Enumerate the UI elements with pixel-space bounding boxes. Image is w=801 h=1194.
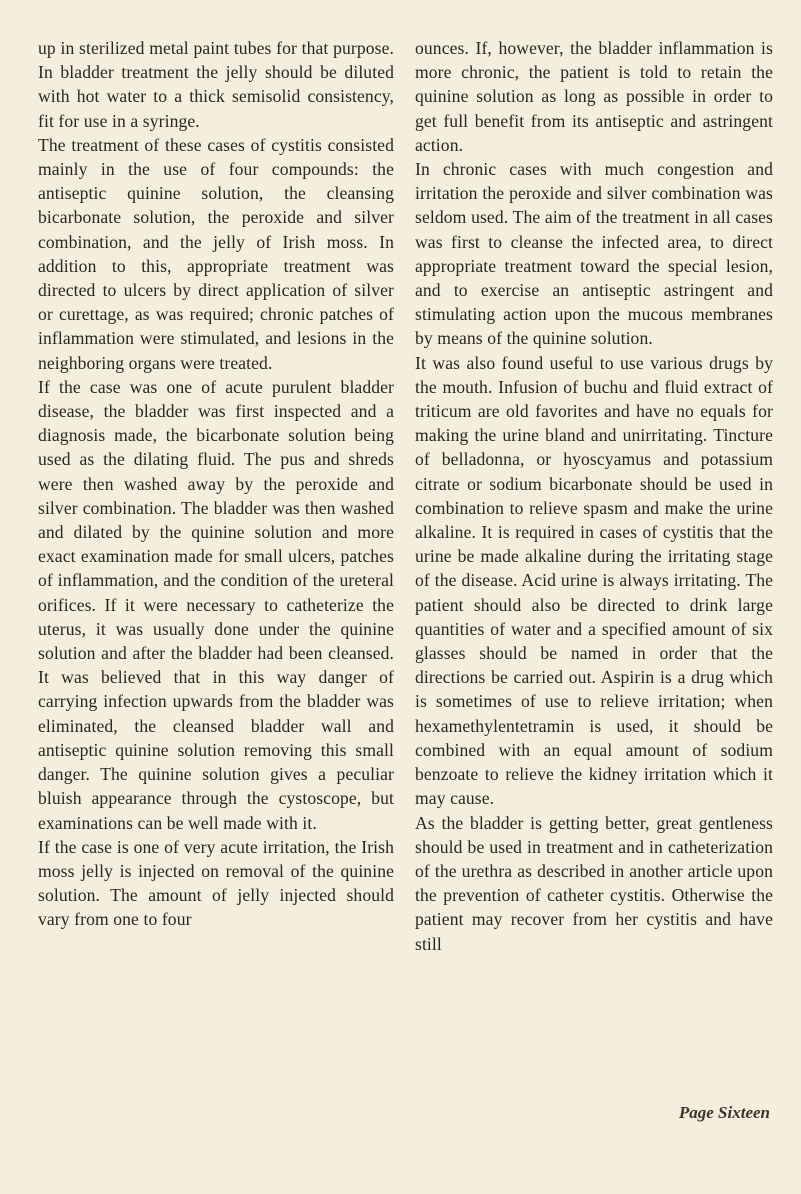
paragraph: If the case is one of very acute irritation, the Irish moss jelly is injected on removal of the quinine solution. The amount of jelly injected should vary from one to four: [38, 836, 394, 930]
paragraph: In chronic cases with much congestion and irritation the peroxide and silver combination was seldom used. The aim of the treatment in all cases was first to cleanse the infected area, to direct appropriate treatment toward the special lesion, and to exercise an antiseptic astringent and stimulating action upon the mucous membranes by means of the quinine solution.: [415, 159, 773, 349]
paragraph: The treatment of these cases of cystitis consisted mainly in the use of four compounds: the antiseptic quinine solution, the cleansing bicarbonate solution, the peroxide and silver combination, and the jelly of Irish moss. In addition to this, appropriate treatment was directed to ulcers by direct application of silver or curettage, as was required; chronic patches of inflammation were stimulated, and lesions in the neighboring organs were treated.: [38, 134, 394, 373]
page-number-footer: Page Sixteen: [678, 1103, 770, 1122]
paragraph: It was also found useful to use various drugs by the mouth. Infusion of buchu and fluid extract of triticum are old favorites and have no equals for making the urine bland and unirritating. Tincture of belladonna, or hyoscyamus and potassium citrate or sodium bicarbonate should be used in combination to relieve spasm and make the urine alkaline. It is required in cases of cystitis that the urine be made alkaline during the irritating stage of the disease. Acid urine is always irritating. The patient should also be directed to drink large quantities of water and a specified amount of six glasses should be named in order that the directions be carried out. Aspirin is a drug which is sometimes of use to relieve irritation; when hexamethylentetramin is used, it should be combined with an equal amount of sodium benzoate to relieve the kidney irritation which it may cause.: [415, 352, 773, 809]
right-text-column: [415, 36, 773, 956]
paragraph: ounces. If, however, the bladder inflammation is more chronic, the patient is told to retain the quinine solution as long as possible in order to get full benefit from its antiseptic and astringent action.: [415, 38, 773, 155]
paragraph: As the bladder is getting better, great gentleness should be used in treatment and in catheterization of the urethra as described in another article upon the prevention of catheter cystitis. Otherwise the patient may recover from her cystitis and have still: [415, 812, 773, 954]
left-text-column: [38, 36, 394, 932]
paragraph: up in sterilized metal paint tubes for that purpose. In bladder treatment the jelly should be diluted with hot water to a thick semisolid consistency, fit for use in a syringe.: [38, 38, 394, 131]
paragraph: If the case was one of acute purulent bladder disease, the bladder was first inspected and a diagnosis made, the bicarbonate solution being used as the dilating fluid. The pus and shreds were then washed away by the peroxide and silver combination. The bladder was then washed and dilated by the quinine solution and more exact examination made for small ulcers, patches of inflammation, and the condition of the ureteral orifices. If it were necessary to catheterize the uterus, it was usually done under the quinine solution and after the bladder had been cleansed. It was believed that in this way danger of carrying infection upwards from the bladder was eliminated, the cleansed bladder wall and antiseptic quinine solution removing this small danger. The quinine solution gives a peculiar bluish appearance through the cystoscope, but examinations can be well made with it.: [38, 376, 394, 833]
